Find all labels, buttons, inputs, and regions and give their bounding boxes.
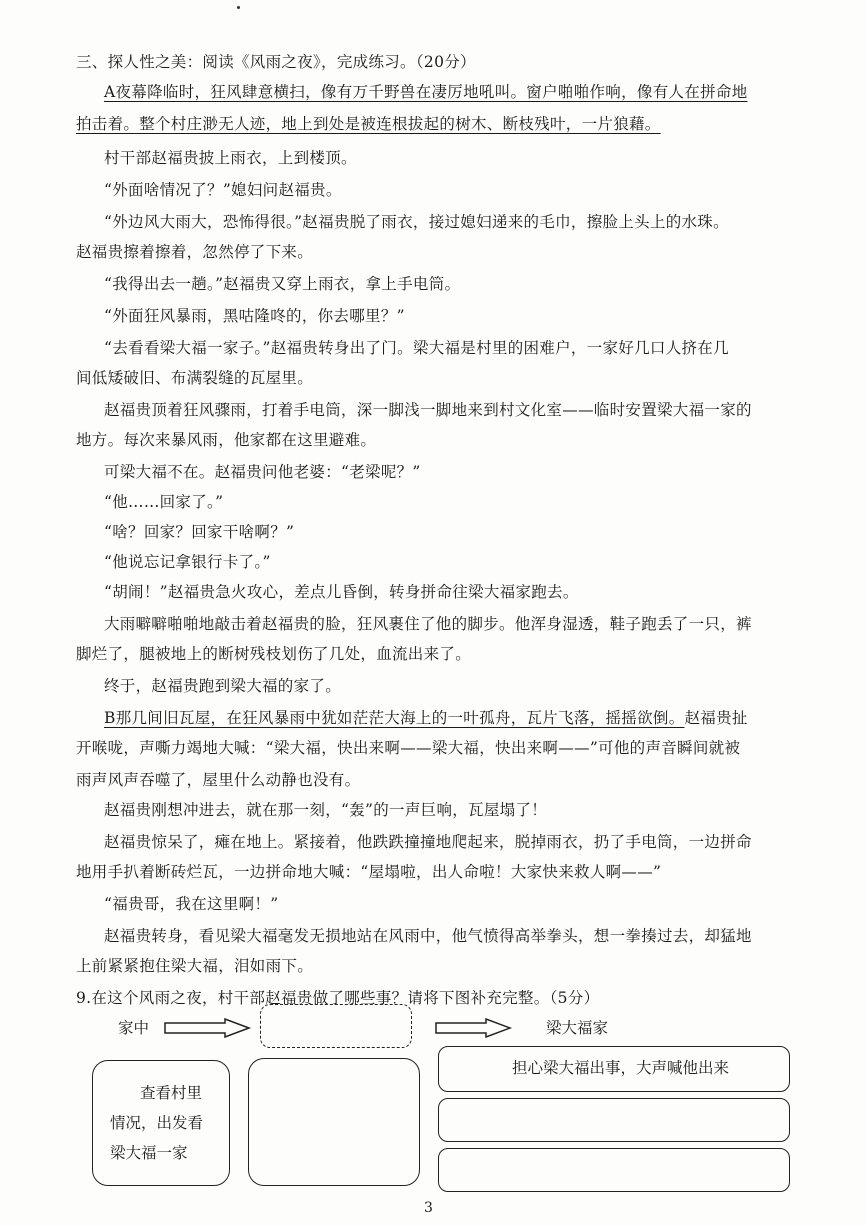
paragraph-line: 地方。每次来暴风雨，他家都在这里避难。 [76,431,377,449]
paragraph-line: 可梁大福不在。赵福贵问他老婆：“老梁呢？” [104,463,421,481]
question-9: 9.在这个风雨之夜，村干部赵福贵做了哪些事？请将下图补充完整。（5分） [76,989,600,1007]
paragraph-line: 赵福贵顶着狂风骤雨，打着手电筒，深一脚浅一脚地来到村文化室——临时安置梁大福一家的 [104,401,752,419]
paragraph-line: 地用手扒着断砖烂瓦，一边拼命地大喊：“屋塌啦，出人命啦！大家快来救人啊——” [76,863,662,881]
section-title: 三、探人性之美：阅读《风雨之夜》，完成练习。（20分） [76,53,476,71]
paragraph-line: 脚烂了，腿被地上的断树残枝划伤了几处，血流出来了。 [76,645,472,663]
paragraph-line: “胡闹！”赵福贵急火攻心，差点儿昏倒，转身拼命往梁大福家跑去。 [104,583,579,601]
scan-speck [237,6,240,9]
paragraph-line: 终于，赵福贵跑到梁大福的家了。 [104,677,342,695]
paragraph-line: 赵福贵刚想冲进去，就在那一刻，“轰”的一声巨响，瓦屋塌了！ [104,801,548,819]
arrow-right-icon [163,1018,253,1038]
paragraph-line: A夜幕降临时，狂风肆意横扫，像有万千野兽在凄厉地吼叫。窗户啪啪作响，像有人在拼命地 [104,83,748,101]
paragraph-line: 上前紧紧抱住梁大福，泪如雨下。 [76,957,314,975]
paragraph-line: 开喉咙，声嘶力竭地大喊：“梁大福，快出来啊——梁大福，快出来啊——”可他的声音瞬间就被 [76,739,741,757]
paragraph-line: 拍击着。整个村庄渺无人迹，地上到处是被连根拔起的树木、断枝残叶，一片狼藉。 [76,115,661,133]
step-box-text: 梁大福一家 [110,1144,188,1162]
paragraph-line: “他……回家了。” [104,493,224,511]
paragraph-line: “外面狂风暴雨，黑咕隆咚的，你去哪里？” [104,307,405,325]
answer-box-blank-right-2[interactable] [438,1148,790,1192]
paragraph-b-tail: 赵福贵扯 [684,709,748,727]
paragraph-line: 赵福贵转身，看见梁大福毫发无损地站在风雨中，他气愤得高举拳头，想一拳揍过去，却猛地 [104,927,752,945]
step-box-text: 查看村里 [140,1084,203,1102]
arrow-right-icon [434,1018,514,1038]
paragraph-line: 间低矮破旧、布满裂缝的瓦屋里。 [76,369,314,387]
step-box-text: 情况，出发看 [110,1114,204,1132]
paragraph-line: “去看看梁大福一家子。”赵福贵转身出了门。梁大福是村里的困难户，一家好几口人挤在几 [104,339,729,357]
paragraph-line: “外面啥情况了？”媳妇问赵福贵。 [104,181,342,199]
home-label: 家中 [118,1019,150,1037]
paragraph-line: 村干部赵福贵披上雨衣，上到楼顶。 [104,149,357,167]
page-number: 3 [424,1200,433,1216]
paragraph-line: “我得出去一趟。”赵福贵又穿上雨衣，拿上手电筒。 [104,275,461,293]
paragraph-line: 雨声风声吞噬了，屋里什么动静也没有。 [76,771,361,789]
paragraph-line: “外边风大雨大，恐怖得很。”赵福贵脱了雨衣，接过媳妇递来的毛巾，擦脸上头上的水珠。 [104,213,729,231]
paragraph-line: “啥？回家？回家干啥啊？” [104,523,295,541]
paragraph-line: “他说忘记拿银行卡了。” [104,553,271,571]
liang-home-label: 梁大福家 [546,1019,609,1037]
paragraph-line: 赵福贵惊呆了，瘫在地上。紧接着，他跌跌撞撞地爬起来，脱掉雨衣，扔了手电筒，一边拼命 [104,833,752,851]
paragraph-b-underlined: B那几间旧瓦屋，在狂风暴雨中犹如茫茫大海上的一叶孤舟，瓦片飞落，摇摇欲倒。 [104,709,685,727]
answer-box-blank-right-1[interactable] [438,1098,790,1142]
paragraph-line: “福贵哥，我在这里啊！” [104,895,279,913]
answer-box-blank-top[interactable] [260,1004,412,1048]
step-box-shout-text: 担心梁大福出事，大声喊他出来 [512,1059,730,1077]
paragraph-line: 大雨噼噼啪啪地敲击着赵福贵的脸，狂风裹住了他的脚步。他浑身湿透，鞋子跑丢了一只，裤 [104,615,752,633]
answer-box-blank-middle[interactable] [248,1058,420,1186]
paragraph-line: 赵福贵擦着擦着，忽然停了下来。 [76,243,314,261]
